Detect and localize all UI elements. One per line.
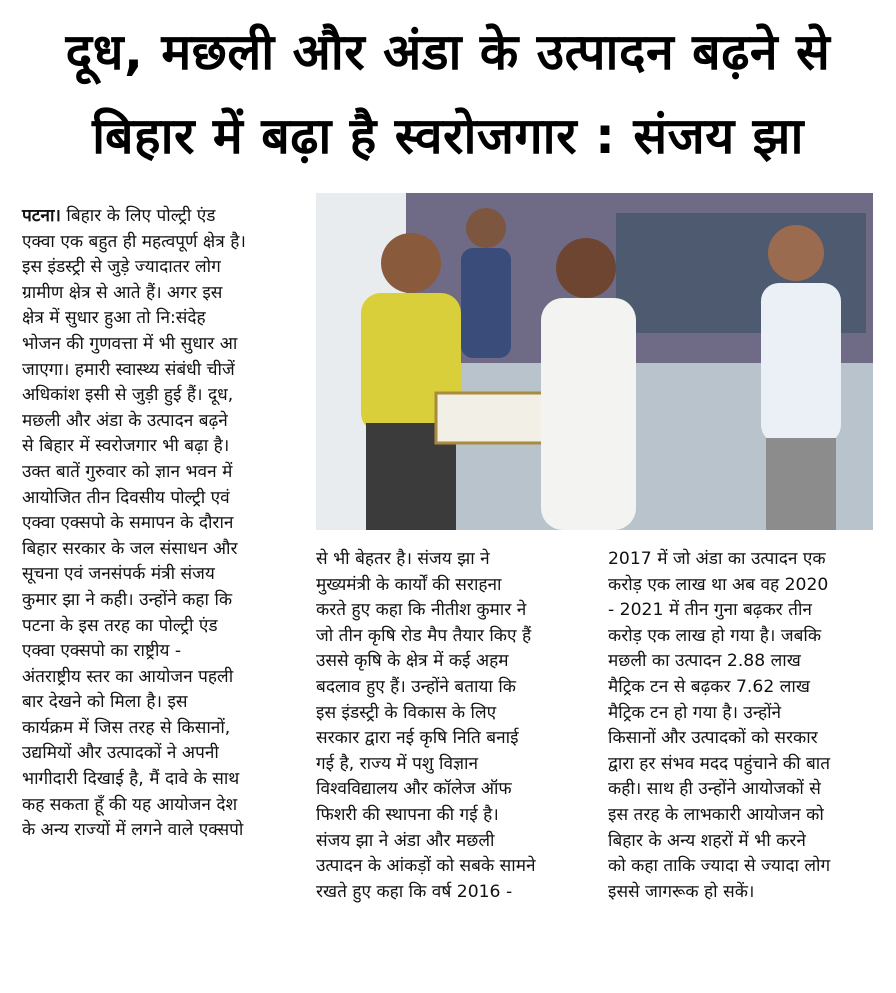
article-line: कुमार झा ने कही। उन्होंने कहा कि bbox=[22, 589, 233, 610]
article-column-2 bbox=[316, 547, 588, 905]
article-line: इस तरह के लाभकारी आयोजन को bbox=[608, 804, 824, 825]
article-line: करते हुए कहा कि नीतीश कुमार ने bbox=[316, 600, 527, 621]
article-line: करोड़ एक लाख था अब वह 2020 bbox=[608, 574, 829, 595]
article-column-3 bbox=[608, 547, 878, 905]
article-line: भागीदारी दिखाई है, मैं दावे के साथ bbox=[22, 769, 240, 790]
article-line: करोड़ एक लाख हो गया है। जबकि bbox=[608, 625, 822, 646]
article-line: मैट्रिक टन से बढ़कर 7.62 लाख bbox=[608, 676, 810, 697]
article-line: द्वारा हर संभव मदद पहुंचाने की बात bbox=[608, 753, 831, 774]
dateline: पटना। bbox=[22, 206, 61, 226]
article-line: मछली का उत्पादन 2.88 लाख bbox=[608, 651, 801, 672]
article-line: क्षेत्र में सुधार हुआ तो नि:संदेह bbox=[22, 308, 206, 329]
headline-line-1: दूध, मछली और अंडा के उत्पादन बढ़ने से bbox=[65, 23, 831, 81]
article-line: से भी बेहतर है। संजय झा ने bbox=[316, 549, 490, 569]
article-line bbox=[22, 204, 292, 230]
article-line: सूचना एवं जनसंपर्क मंत्री संजय bbox=[22, 564, 215, 585]
article-line: एक्वा एक बहुत ही महत्वपूर्ण क्षेत्र है। bbox=[22, 231, 246, 252]
article-line: को कहा ताकि ज्यादा से ज्यादा लोग bbox=[608, 856, 831, 877]
article-line: - 2021 में तीन गुना बढ़कर तीन bbox=[608, 600, 812, 621]
article-line: से बिहार में स्वरोजगार भी बढ़ा है। bbox=[22, 436, 230, 457]
article-line: अंतराष्ट्रीय स्तर का आयोजन पहली bbox=[22, 666, 234, 687]
article-line: जाएगा। हमारी स्वास्थ्य संबंधी चीजें bbox=[22, 359, 235, 380]
article-line: भोजन की गुणवत्ता में भी सुधार आ bbox=[22, 333, 238, 354]
article-line: आयोजित तीन दिवसीय पोल्ट्री एवं bbox=[22, 487, 230, 508]
headline bbox=[0, 10, 896, 178]
article-line: सरकार द्वारा नई कृषि निति बनाई bbox=[316, 728, 519, 749]
article-line: जो तीन कृषि रोड मैप तैयार किए हैं bbox=[316, 625, 532, 646]
article-line: फिशरी की स्थापना की गई है। bbox=[316, 804, 499, 825]
article-line: पटना के इस तरह का पोल्ट्री एंड bbox=[22, 615, 218, 636]
article-line: उत्पादन के आंकड़ों को सबके सामने bbox=[316, 856, 536, 877]
article-line: उद्यमियों और उत्पादकों ने अपनी bbox=[22, 743, 219, 764]
article-line: कही। साथ ही उन्होंने आयोजकों से bbox=[608, 779, 821, 800]
headline-line-2: बिहार में बढ़ा है स्वरोजगार : संजय झा bbox=[92, 107, 804, 165]
article-line: संजय झा ने अंडा और मछली bbox=[316, 830, 495, 851]
article-line: इस इंडस्ट्री के विकास के लिए bbox=[316, 702, 497, 723]
article-line: बिहार सरकार के जल संसाधन और bbox=[22, 538, 238, 559]
article-line: रखते हुए कहा कि वर्ष 2016 - bbox=[316, 881, 513, 902]
article-line-text: बिहार के लिए पोल्ट्री एंड bbox=[60, 206, 216, 226]
article-line: उससे कृषि के क्षेत्र में कई अहम bbox=[316, 651, 509, 672]
article-line: एक्वा एक्सपो के समापन के दौरान bbox=[22, 513, 234, 534]
article-line: बार देखने को मिला है। इस bbox=[22, 692, 188, 713]
article-column-1 bbox=[22, 204, 292, 844]
article-line: बदलाव हुए हैं। उन्होंने बताया कि bbox=[316, 676, 517, 697]
article-line: अधिकांश इसी से जुड़ी हुई हैं। दूध, bbox=[22, 385, 234, 406]
article-line: 2017 में जो अंडा का उत्पादन एक bbox=[608, 549, 826, 569]
article-line: कार्यक्रम में जिस तरह से किसानों, bbox=[22, 717, 231, 738]
article-line: एक्वा एक्सपो का राष्ट्रीय - bbox=[22, 641, 182, 662]
article-line: विश्वविद्यालय और कॉलेज ऑफ bbox=[316, 779, 512, 800]
article-line: उक्त बातें गुरुवार को ज्ञान भवन में bbox=[22, 461, 233, 482]
article-line: बिहार के अन्य शहरों में भी करने bbox=[608, 830, 806, 851]
article-line: मैट्रिक टन हो गया है। उन्होंने bbox=[608, 702, 782, 723]
article-line: इससे जागरूक हो सकें। bbox=[608, 881, 755, 902]
event-photo-icon bbox=[316, 193, 873, 530]
article-line: किसानों और उत्पादकों को सरकार bbox=[608, 728, 818, 749]
article-line: गई है, राज्य में पशु विज्ञान bbox=[316, 753, 479, 774]
article-line: ग्रामीण क्षेत्र से आते हैं। अगर इस bbox=[22, 282, 223, 303]
article-line: मुख्यमंत्री के कार्यों की सराहना bbox=[316, 574, 502, 595]
event-photo bbox=[316, 193, 873, 530]
article-line: मछली और अंडा के उत्पादन बढ़ने bbox=[22, 410, 228, 431]
article-line: कह सकता हूँ की यह आयोजन देश bbox=[22, 794, 238, 815]
article-line: इस इंडस्ट्री से जुड़े ज्यादातर लोग bbox=[22, 257, 221, 278]
article-line: के अन्य राज्यों में लगने वाले एक्सपो bbox=[22, 820, 244, 841]
